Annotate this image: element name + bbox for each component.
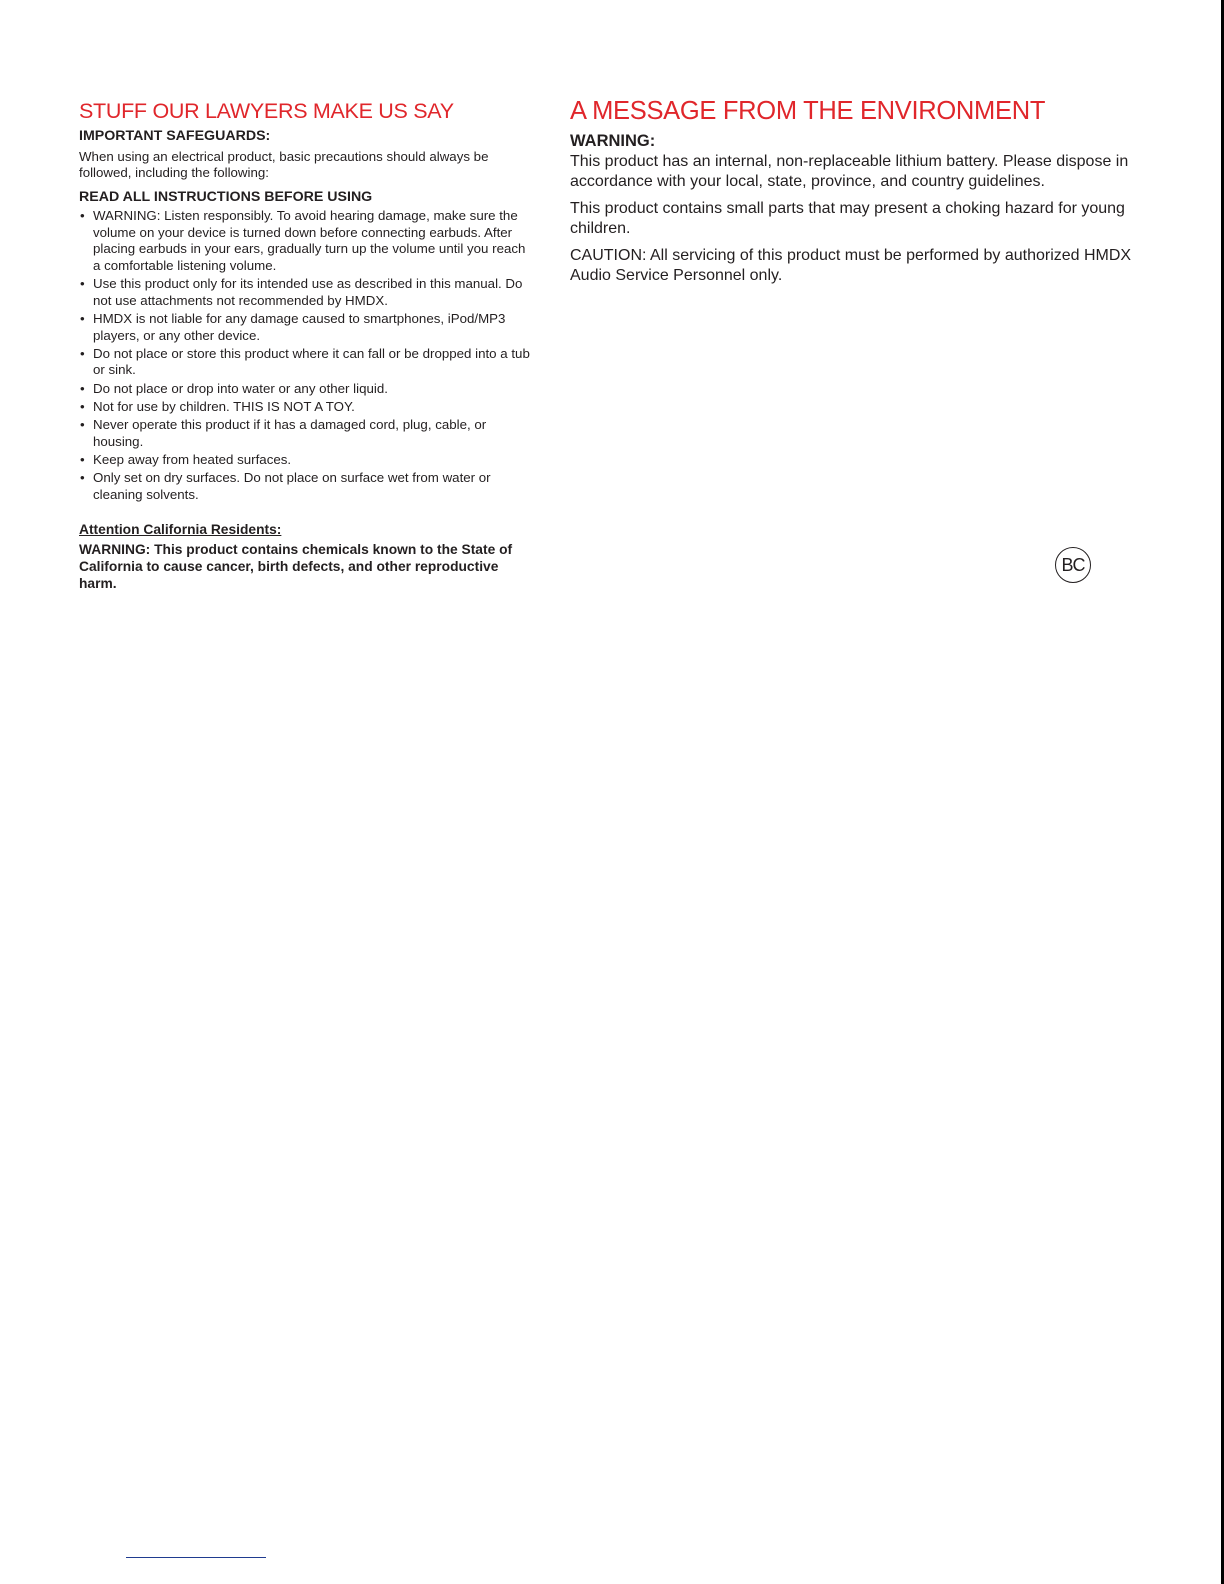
lawyers-heading: STUFF OUR LAWYERS MAKE US SAY bbox=[79, 99, 454, 123]
bullet-icon: • bbox=[80, 380, 85, 396]
safeguards-intro: When using an electrical product, basic precautions should always be followed, including the following: bbox=[79, 149, 489, 180]
list-item bbox=[79, 452, 535, 469]
list-item bbox=[79, 346, 535, 379]
safeguards-list bbox=[79, 208, 535, 504]
list-item-text: Do not place or store this product where it can fall or be dropped into a tub or sink. bbox=[93, 345, 530, 378]
list-item bbox=[79, 311, 535, 344]
list-item bbox=[79, 381, 535, 398]
bullet-icon: • bbox=[80, 310, 85, 326]
caution-text: CAUTION: All servicing of this product must be performed by authorized HMDX Audio Service Personnel only. bbox=[570, 247, 1132, 284]
list-item-text: Not for use by children. THIS IS NOT A TOY. bbox=[93, 398, 355, 414]
battery-warning-title: WARNING: bbox=[570, 132, 656, 150]
instructions-title: READ ALL INSTRUCTIONS BEFORE USING bbox=[79, 189, 373, 205]
list-item-text: WARNING: Listen responsibly. To avoid hearing damage, make sure the volume on your device is turned down before connecting earbuds. After placing earbuds in your ears, gradually turn up the volume until you reach a comfortable listening volume. bbox=[93, 208, 526, 273]
choking-hazard-text: This product contains small parts that may present a choking hazard for young children. bbox=[570, 200, 1125, 237]
attention-label: Attention California Residents: bbox=[79, 521, 282, 537]
list-item-text: Use this product only for its intended use as described in this manual. Do not use attachments not recommended by HMDX. bbox=[93, 276, 523, 308]
list-item bbox=[79, 399, 535, 416]
list-item bbox=[79, 470, 535, 503]
footnote-rule bbox=[126, 1557, 266, 1558]
list-item-text: Only set on dry surfaces. Do not place on surface wet from water or cleaning solvents. bbox=[93, 470, 491, 502]
bc-mark-icon bbox=[1055, 547, 1091, 583]
list-item-text: Never operate this product if it has a damaged cord, plug, cable, or housing. bbox=[93, 417, 487, 449]
list-item bbox=[79, 417, 535, 450]
bullet-icon: • bbox=[80, 208, 85, 223]
safeguards-title: IMPORTANT SAFEGUARDS: bbox=[79, 128, 271, 144]
bullet-icon: • bbox=[80, 345, 85, 361]
list-item-text: Keep away from heated surfaces. bbox=[93, 452, 292, 468]
bullet-icon: • bbox=[80, 398, 85, 414]
prop65-warning: WARNING: This product contains chemicals known to the State of California to cause cancer, birth defects, and other reproductive harm. bbox=[79, 541, 513, 591]
battery-disposal-text: This product has an internal, non-replaceable lithium battery. Please dispose in accordance with your local, state, province, and country guidelines. bbox=[570, 153, 1129, 190]
list-item bbox=[79, 276, 535, 309]
list-item-text: HMDX is not liable for any damage caused to smartphones, iPod/MP3 players, or any other device. bbox=[93, 310, 506, 343]
list-item bbox=[79, 208, 535, 274]
bullet-icon: • bbox=[80, 470, 85, 486]
bullet-icon: • bbox=[80, 452, 85, 468]
list-item-text: Do not place or drop into water or any other liquid. bbox=[93, 380, 388, 396]
environment-heading: A MESSAGE FROM THE ENVIRONMENT bbox=[570, 97, 1046, 125]
bullet-icon: • bbox=[80, 417, 85, 433]
left-column bbox=[79, 96, 535, 592]
right-column bbox=[570, 94, 1140, 286]
bullet-icon: • bbox=[80, 276, 85, 292]
bc-mark-label: BC bbox=[1061, 554, 1085, 575]
